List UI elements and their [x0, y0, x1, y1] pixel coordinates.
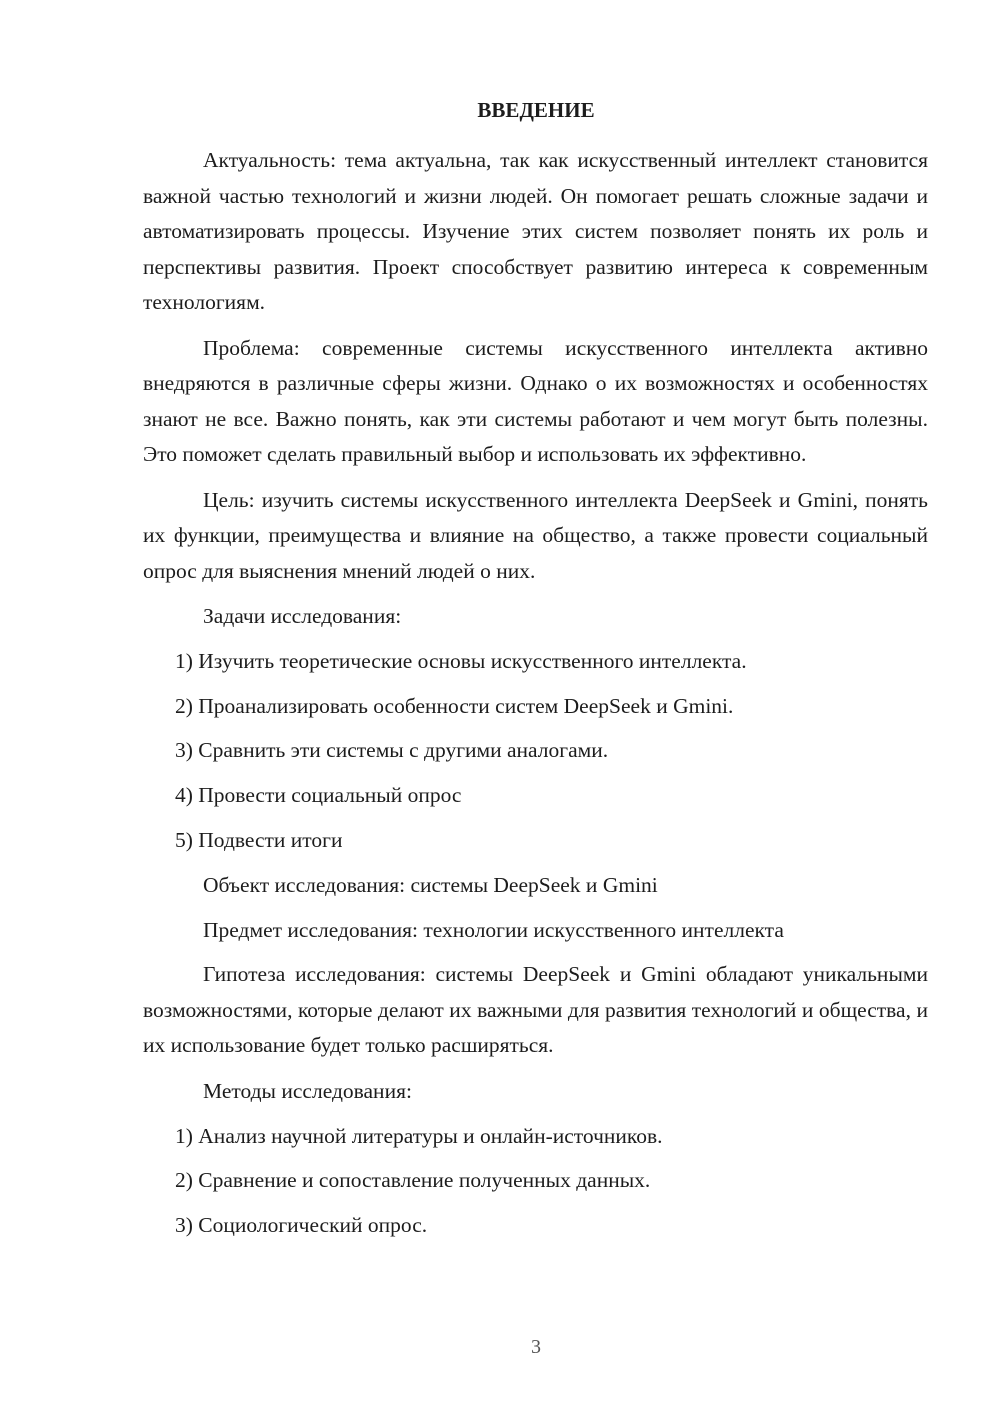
list-item: 3) Социологический опрос.	[175, 1213, 428, 1238]
hypothesis-paragraph: Гипотеза исследования: системы DeepSeek и Gmini обладают уникальными возможностями, которые делают их важными для развития технологий и общества, и их использование будет только расширяться.	[143, 962, 928, 1058]
tasks-heading: Задачи исследования:	[203, 604, 402, 628]
body-text	[143, 143, 928, 1253]
list-item: 2) Сравнение и сопоставление полученных данных.	[175, 1168, 651, 1193]
research-subject: Предмет исследования: технологии искусственного интеллекта	[203, 917, 784, 942]
problem-paragraph: Проблема: современные системы искусственного интеллекта активно внедряются в различные сферы жизни. Однако о их возможностях и особенностях знают не все. Важно понять, как эти системы работают и чем могут быть полезны. Это поможет сделать правильный выбор и использовать их эффективно.	[143, 335, 928, 466]
research-object: Объект исследования: системы DeepSeek и Gmini	[203, 872, 658, 897]
relevance-paragraph: Актуальность: тема актуальна, так как искусственный интеллект становится важной частью технологий и жизни людей. Он помогает решать сложные задачи и автоматизировать процессы. Изучение этих систем позволяет понять их роль и перспективы развития. Проект способствует развитию интереса к современным технологиям.	[143, 148, 928, 314]
list-item: 1) Изучить теоретические основы искусственного интеллекта.	[175, 648, 747, 673]
methods-list	[143, 1119, 928, 1244]
list-item: 5) Подвести итоги	[175, 827, 343, 852]
list-item: 1) Анализ научной литературы и онлайн-источников.	[175, 1123, 663, 1148]
page-title: ВВЕДЕНИЕ	[477, 98, 595, 122]
list-item: 2) Проанализировать особенности систем DeepSeek и Gmini.	[175, 693, 734, 718]
tasks-list	[143, 644, 928, 859]
list-item: 3) Сравнить эти системы с другими аналогами.	[175, 738, 609, 763]
methods-heading: Методы исследования:	[203, 1078, 412, 1103]
list-item: 4) Провести социальный опрос	[175, 783, 462, 808]
goal-paragraph: Цель: изучить системы искусственного интеллекта DeepSeek и Gmini, понять их функции, преимущества и влияние на общество, а также провести социальный опрос для выяснения мнений людей о них.	[143, 487, 928, 583]
page-number: 3	[531, 1336, 541, 1358]
